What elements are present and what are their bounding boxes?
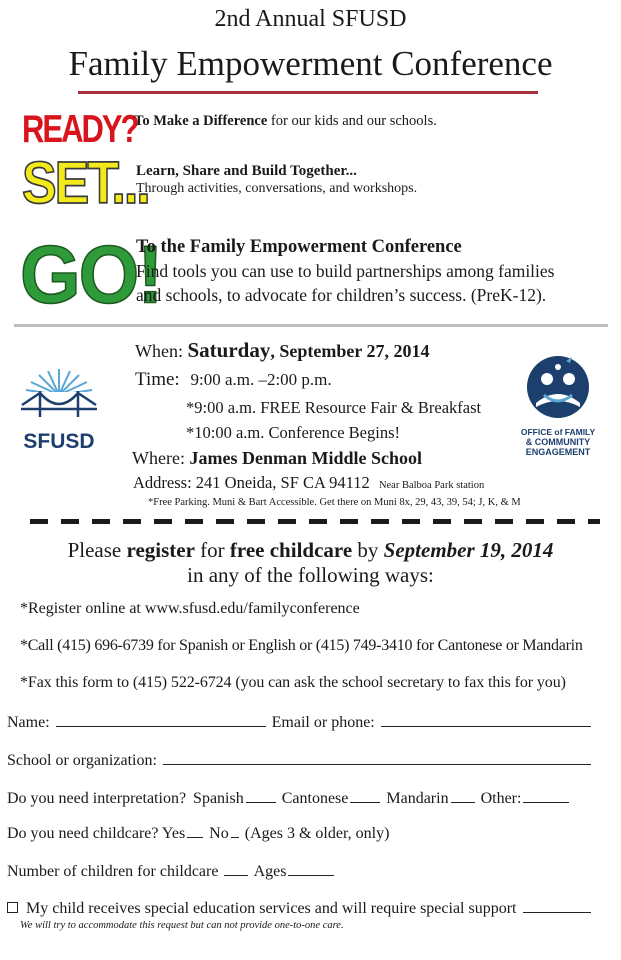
when-day: Saturday (187, 338, 271, 362)
when-line (135, 338, 430, 363)
when-label: When: (135, 341, 188, 361)
ready-text (134, 113, 437, 130)
go-line1: To the Family Empowerment Conference (136, 237, 462, 257)
special-ed-checkbox[interactable] (7, 902, 18, 913)
sfusd-logo (18, 365, 100, 460)
no-field[interactable] (231, 823, 239, 838)
where-label: Where: (132, 448, 185, 468)
school-row (7, 750, 593, 770)
set-line1: Learn, Share and Build Together... (136, 163, 357, 179)
ages-field[interactable] (288, 861, 334, 876)
when-date: , September 27, 2014 (270, 341, 430, 361)
go-line2: Find tools you can use to build partnerships among families (136, 261, 555, 281)
register-pre: Please (67, 538, 127, 562)
register-childcare: free childcare (229, 538, 353, 562)
ofce-family-icon (508, 355, 608, 421)
childcare-row (7, 823, 389, 843)
childcare-yes: Yes (161, 825, 186, 842)
ready-bold: To Make a Difference (134, 113, 268, 129)
yes-field[interactable] (187, 823, 203, 838)
children-row (7, 861, 336, 881)
set-badge: SET... (22, 150, 149, 217)
interp-row (7, 788, 571, 808)
ready-badge: READY? (22, 107, 138, 151)
register-online: *Register online at www.sfusd.edu/familyconference (20, 600, 360, 617)
title-underline (78, 91, 538, 94)
name-row (7, 712, 593, 732)
begins-line: *10:00 a.m. Conference Begins! (186, 423, 400, 442)
childcare-label: Do you need childcare? (7, 825, 159, 842)
dashed-divider (30, 519, 600, 524)
time-line (135, 369, 332, 391)
set-line2: Through activities, conversations, and workshops. (136, 181, 418, 196)
children-count-field[interactable] (224, 861, 248, 876)
go-badge: GO! (20, 228, 162, 321)
parking-line: *Free Parking. Muni & Bart Accessible. Get there on Muni 8x, 29, 43, 39, 54; J, K, & M (148, 497, 521, 508)
register-deadline: September 19, 2014 (383, 538, 554, 562)
email-label: Email or phone: (271, 714, 375, 731)
special-ed-row (7, 898, 593, 918)
ofce-line3: ENGAGEMENT (525, 447, 591, 457)
sfusd-bridge-icon (18, 365, 100, 423)
cantonese-field[interactable] (350, 788, 380, 803)
register-word: register (126, 538, 195, 562)
near-value: Near Balboa Park station (378, 480, 485, 491)
address-line (133, 473, 484, 493)
go-line3: and schools, to advocate for children’s success. (PreK-12). (136, 285, 547, 305)
mandarin-field[interactable] (451, 788, 475, 803)
name-label: Name: (7, 714, 50, 731)
register-by: by (352, 538, 384, 562)
register-fax: *Fax this form to (415) 522-6724 (you can ask the school secretary to fax this for you) (20, 674, 566, 691)
interp-other: Other: (480, 790, 522, 807)
register-line1 (0, 538, 621, 563)
sfusd-logo-text: SFUSD (23, 430, 95, 453)
ready-rest: for our kids and our schools. (267, 113, 437, 129)
interp-cantonese: Cantonese (281, 790, 349, 807)
ofce-line1: OFFICE of FAMILY (520, 427, 596, 437)
fair-line: *9:00 a.m. FREE Resource Fair & Breakfast (186, 398, 482, 417)
childcare-ages-note: (Ages 3 & older, only) (244, 825, 390, 842)
register-call: *Call (415) 696-6739 for Spanish or English or (415) 749-3410 for Cantonese or Mandarin (20, 637, 583, 654)
register-line2: in any of the following ways: (187, 563, 434, 587)
ofce-line2: & COMMUNITY (525, 437, 591, 447)
header-subtitle: 2nd Annual SFUSD (214, 6, 407, 32)
interp-label: Do you need interpretation? (7, 790, 187, 807)
school-field[interactable] (163, 750, 591, 765)
where-value: James Denman Middle School (189, 448, 422, 468)
ages-label: Ages (253, 863, 287, 880)
school-label: School or organization: (7, 752, 157, 769)
childcare-no: No (209, 825, 229, 842)
children-label: Number of children for childcare (7, 863, 219, 880)
special-ed-text: My child receives special education services and will require special support (26, 900, 517, 917)
time-label: Time: (135, 369, 180, 390)
interp-spanish: Spanish (193, 790, 244, 807)
special-ed-field[interactable] (523, 898, 591, 913)
other-field[interactable] (523, 788, 569, 803)
spanish-field[interactable] (246, 788, 276, 803)
name-field[interactable] (56, 712, 266, 727)
ofce-logo (508, 355, 608, 465)
section-divider (14, 324, 608, 327)
time-value: 9:00 a.m. –2:00 p.m. (190, 370, 332, 389)
email-field[interactable] (381, 712, 591, 727)
register-for: for (194, 538, 230, 562)
page-title: Family Empowerment Conference (68, 44, 553, 83)
special-ed-note: We will try to accommodate this request but can not provide one-to-one care. (20, 920, 344, 931)
where-line (132, 448, 422, 469)
address-value: Address: 241 Oneida, SF CA 94112 (133, 473, 370, 492)
interp-mandarin: Mandarin (386, 790, 449, 807)
